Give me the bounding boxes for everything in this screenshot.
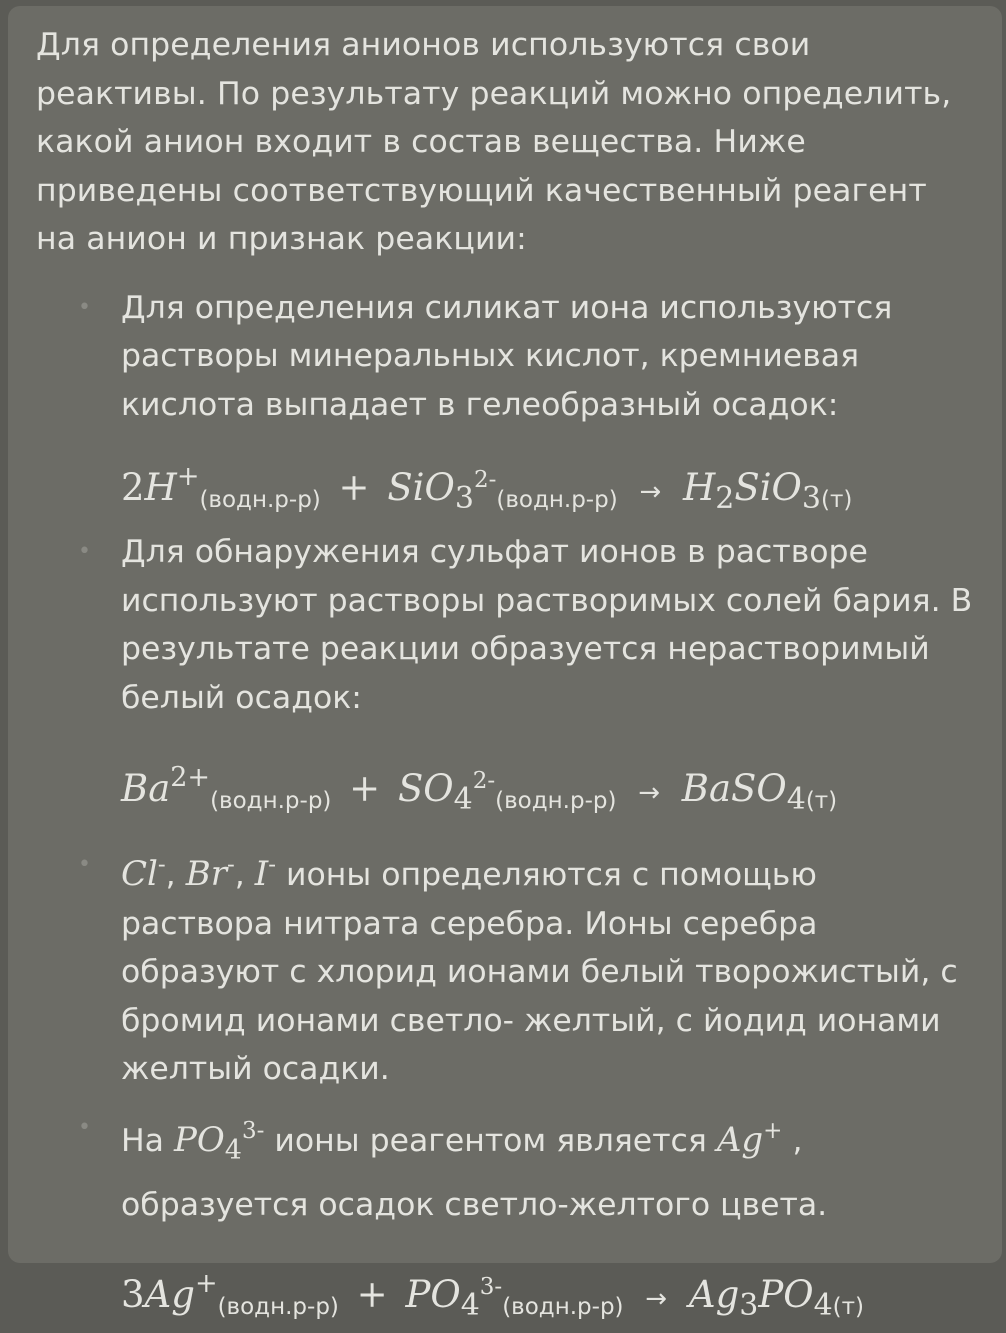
answer-card xyxy=(8,6,1002,1323)
silicate-equation: $2H^+_{(водн.р-р)} + SiO_3^{2-}_{(водн.р-р)} \to H_2SiO_{3(т)}$ xyxy=(121,461,853,516)
list-item-sulfate xyxy=(36,528,976,827)
sulfate-equation: $Ba^{2+}_{(водн.р-р)} + SO_4^{2-}_{(водн.р-р)}$ → BaSO$_{4(т)}$ xyxy=(121,762,838,817)
bullet-icon: • xyxy=(78,852,91,877)
list-item-phosphate xyxy=(36,1104,976,1333)
list-item-halides xyxy=(36,841,976,1094)
bullet-icon: • xyxy=(78,539,91,564)
phosphate-text: На $PO4^{3-}$ ионы реагентом является Ag+ , образуется осадок светло-желтого цвета. xyxy=(121,1117,828,1223)
list-item-silicate xyxy=(36,284,976,527)
halides-text: Cl-, Br-, I- ионы определяются с помощью раствора нитрата серебра. Ионы серебра образуют с хлорид ионами белый творожистый, с бромид ионами светло- желтый, с йодид ионами желтый осадки. xyxy=(121,852,958,1087)
sulfate-text: Для обнаружения сульфат ионов в растворе используют растворы растворимых солей бария. В результате реакции образуется нерастворимый белый осадок: xyxy=(121,534,973,716)
bullet-icon: • xyxy=(78,1114,91,1140)
bullet-icon: • xyxy=(78,294,91,320)
phosphate-equation: $3Ag^+_{(водн.р-р)} + PO_4^{3-}_{(водн.р-р)} \to Ag_3PO_{4(т)}$ xyxy=(121,1267,865,1323)
intro-paragraph: Для определения анионов используются свои реактивы. По результату реакций можно определить, какой анион входит в состав вещества. Ниже приведены соответствующий качественный реагент на анион и признак реакции: xyxy=(36,27,952,257)
reaction-list xyxy=(36,284,976,1333)
silicate-text: Для определения силикат иона используются растворы минеральных кислот, кремниевая кислота выпадает в гелеобразный осадок: xyxy=(121,289,893,423)
